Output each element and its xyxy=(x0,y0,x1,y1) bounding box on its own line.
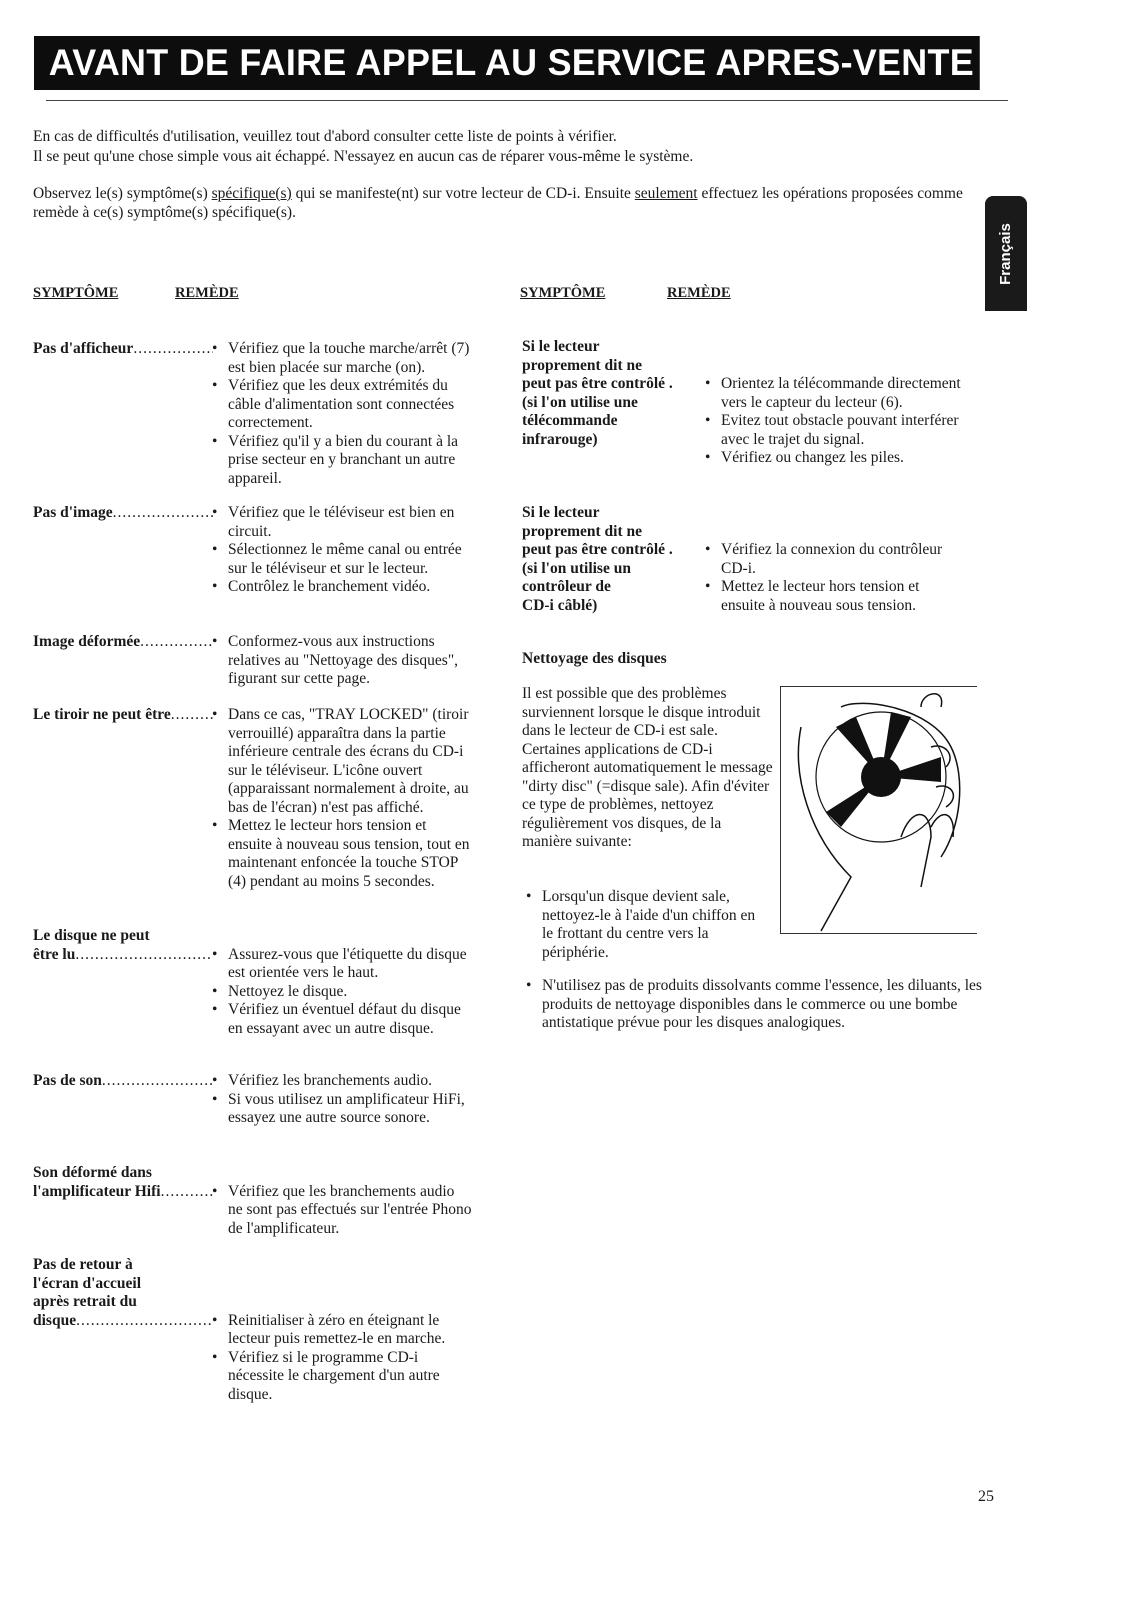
symptom-text: CD-i câblé) xyxy=(522,596,598,614)
symptom-text: l'amplificateur Hifi xyxy=(33,1182,161,1200)
symptom-text: télécommande xyxy=(522,412,618,429)
symptom-line xyxy=(33,946,213,965)
symptom-text: infrarouge) xyxy=(522,430,598,448)
remedy-item: • Vérifiez que la touche marche/arrêt (7) est bien placée sur marche (on). xyxy=(212,340,472,377)
symptom xyxy=(33,927,213,964)
symptom-text: Pas de retour à xyxy=(33,1256,133,1273)
remedy-item: • Mettez le lecteur hors tension et ensuite à nouveau sous tension. xyxy=(705,578,965,615)
language-tab xyxy=(985,196,1027,311)
page-title: AVANT DE FAIRE APPEL AU SERVICE APRES-VENTE xyxy=(34,36,980,90)
symptom-line xyxy=(522,412,707,431)
remedy-item: • Contrôlez le branchement vidéo. xyxy=(212,578,472,597)
symptom-text: proprement dit ne xyxy=(522,522,642,540)
symptom xyxy=(33,1164,213,1201)
remedy-list xyxy=(212,633,472,689)
remedy-list xyxy=(212,946,472,1039)
remedy-item: • Vérifiez que le téléviseur est bien en circuit. xyxy=(212,504,472,541)
cleaning-bullet-text: • N'utilisez pas de produits dissolvants comme l'essence, les diluants, les produits de nettoyage disponibles dans le commerce ou une bombe antistatique prévue pour les disques analogiques. xyxy=(526,977,996,1033)
symptom xyxy=(33,633,213,652)
dot-leader xyxy=(133,340,213,359)
symptom-text: peut pas être contrôlé . xyxy=(522,375,673,392)
symptom xyxy=(33,340,213,359)
symptom-text: (si l'on utilise un xyxy=(522,559,631,577)
text: seulement xyxy=(634,185,698,202)
remedy-item: • Reinitialiser à zéro en éteignant le lecteur puis remettez-le en marche. xyxy=(212,1312,472,1349)
divider xyxy=(46,100,1008,101)
dot-leader xyxy=(161,1183,213,1202)
page-number: 25 xyxy=(978,1488,994,1505)
text: qui se manifeste(nt) sur votre lecteur de CD-i. Ensuite xyxy=(291,185,635,202)
symptom-line xyxy=(33,1312,213,1331)
symptom-text: contrôleur de xyxy=(522,578,611,595)
symptom-text: (si l'on utilise une xyxy=(522,393,638,411)
dot-leader xyxy=(171,706,213,725)
symptom xyxy=(522,338,707,449)
remedy-item: • Vérifiez les branchements audio. xyxy=(212,1072,472,1091)
symptom-line xyxy=(33,1256,213,1275)
symptom-line xyxy=(33,1293,213,1312)
symptom-text: Image déformée xyxy=(33,633,141,650)
symptom-line xyxy=(33,1275,213,1294)
cleaning-paragraph: Il est possible que des problèmes surviennent lorsque le disque introduit dans le lecteur de CD-i est sale. Certaines applications de CD-i afficheront automatiquement le message "dirty disc" (=disque sale). Afin d'éviter ce type de problèmes, nettoyez régulièrement vos disques, de la manière suivante: xyxy=(522,685,773,850)
remedy-list xyxy=(212,1183,472,1239)
remedy-item: • Conformez-vous aux instructions relatives au "Nettoyage des disques", figurant sur cette page. xyxy=(212,633,472,689)
language-tab-label: Français xyxy=(996,222,1014,285)
symptom-text: Le disque ne peut xyxy=(33,927,150,944)
dot-leader xyxy=(140,633,213,652)
symptom-line xyxy=(522,431,707,450)
remedy-list xyxy=(705,541,965,615)
symptom-text: Si le lecteur xyxy=(522,504,600,521)
intro-line-1: En cas de difficultés d'utilisation, veuillez tout d'abord consulter cette liste de points à vérifier. xyxy=(33,128,617,145)
symptom-text: Le tiroir ne peut être xyxy=(33,706,171,723)
symptom-line xyxy=(522,504,707,523)
symptom-header-left: SYMPTÔME xyxy=(33,285,119,301)
remedy-item: • Evitez tout obstacle pouvant interférer avec le trajet du signal. xyxy=(705,412,965,449)
symptom-text: Si le lecteur xyxy=(522,338,600,355)
symptom-line xyxy=(522,578,707,597)
remedy-item: • Sélectionnez le même canal ou entrée sur le téléviseur et sur le lecteur. xyxy=(212,541,472,578)
cleaning-bullet xyxy=(526,888,766,962)
cleaning-heading: Nettoyage des disques xyxy=(522,650,667,667)
dot-leader xyxy=(75,946,213,965)
remedy-item: • Vérifiez si le programme CD-i nécessite le chargement d'un autre disque. xyxy=(212,1349,472,1405)
symptom-text: disque xyxy=(33,1311,77,1329)
remedy-item: • Vérifiez que les branchements audio ne sont pas effectués sur l'entrée Phono de l'amplificateur. xyxy=(212,1183,472,1239)
symptom-text: l'écran d'accueil xyxy=(33,1274,142,1292)
symptom xyxy=(33,1256,213,1330)
remedy-item: • Nettoyez le disque. xyxy=(212,983,472,1002)
symptom xyxy=(522,504,707,615)
symptom-text: après retrait du xyxy=(33,1293,137,1310)
symptom-text: Pas d'afficheur xyxy=(33,340,134,357)
dot-leader xyxy=(113,504,213,523)
symptom-text: Pas d'image xyxy=(33,504,113,521)
symptom-line xyxy=(33,504,213,523)
remedy-item: • Vérifiez la connexion du contrôleur CD-i. xyxy=(705,541,965,578)
symptom-line xyxy=(522,597,707,616)
remedy-item: • Dans ce cas, "TRAY LOCKED" (tiroir verrouillé) apparaîtra dans la partie inférieure centrale des écrans du CD-i sur le téléviseur. L'icône ouvert (apparaissant normalement à droite, au bas de l'écran) n'est pas affiché. xyxy=(212,706,472,817)
remedy-list xyxy=(705,375,965,468)
disc-cleaning-illustration xyxy=(780,686,977,934)
cleaning-bullet-text: • Lorsqu'un disque devient sale, nettoyez-le à l'aide d'un chiffon en le frottant du centre vers la périphérie. xyxy=(526,888,766,962)
symptom-line xyxy=(522,375,707,394)
symptom-line xyxy=(522,560,707,579)
remedy-header-left: REMÈDE xyxy=(175,285,239,301)
symptom-line xyxy=(33,706,213,725)
symptom-line xyxy=(33,633,213,652)
symptom-line xyxy=(522,357,707,376)
symptom-line xyxy=(522,523,707,542)
symptom-text: Son déformé dans xyxy=(33,1164,152,1181)
text: effectuez les opérations proposées comme remède à ce(s) symptôme(s) spécifique(s). xyxy=(33,185,963,221)
symptom-line xyxy=(522,541,707,560)
dot-leader xyxy=(76,1312,213,1331)
remedy-item: • Vérifiez un éventuel défaut du disque en essayant avec un autre disque. xyxy=(212,1001,472,1038)
symptom-line xyxy=(33,1072,213,1091)
remedy-item: • Mettez le lecteur hors tension et ensuite à nouveau sous tension, tout en maintenant enfoncée la touche STOP (4) pendant au moins 5 secondes. xyxy=(212,817,472,891)
intro-paragraph-2 xyxy=(33,185,973,222)
symptom-text: être lu xyxy=(33,945,76,963)
cleaning-bullet xyxy=(526,977,996,1033)
remedy-list xyxy=(212,1072,472,1128)
remedy-item: • Vérifiez ou changez les piles. xyxy=(705,449,965,468)
remedy-header-right: REMÈDE xyxy=(667,285,731,301)
symptom-header-right: SYMPTÔME xyxy=(520,285,606,301)
remedy-list xyxy=(212,340,472,488)
symptom-text: Pas de son xyxy=(33,1072,102,1089)
text: Observez le(s) symptôme(s) xyxy=(33,185,212,202)
remedy-item: • Vérifiez que les deux extrémités du câble d'alimentation sont connectées correctement. xyxy=(212,377,472,433)
symptom-text: proprement dit ne xyxy=(522,356,642,374)
hand-wiping-disc-icon xyxy=(781,687,977,933)
remedy-list xyxy=(212,1312,472,1405)
symptom-line xyxy=(522,394,707,413)
text: spécifique(s) xyxy=(211,185,292,202)
symptom-line xyxy=(522,338,707,357)
dot-leader xyxy=(102,1072,213,1091)
remedy-list xyxy=(212,504,472,597)
symptom xyxy=(33,1072,213,1091)
remedy-item: • Assurez-vous que l'étiquette du disque est orientée vers le haut. xyxy=(212,946,472,983)
intro-line-2: Il se peut qu'une chose simple vous ait échappé. N'essayez en aucun cas de réparer vous-même le système. xyxy=(33,148,694,165)
symptom-line xyxy=(33,927,213,946)
symptom xyxy=(33,706,213,725)
symptom xyxy=(33,504,213,523)
remedy-item: • Vérifiez qu'il y a bien du courant à la prise secteur en y branchant un autre appareil. xyxy=(212,433,472,489)
remedy-list xyxy=(212,706,472,891)
remedy-item: • Si vous utilisez un amplificateur HiFi, essayez une autre source sonore. xyxy=(212,1091,472,1128)
symptom-line xyxy=(33,1164,213,1183)
symptom-line xyxy=(33,1183,213,1202)
remedy-item: • Orientez la télécommande directement vers le capteur du lecteur (6). xyxy=(705,375,965,412)
symptom-text: peut pas être contrôlé . xyxy=(522,541,673,558)
symptom-line xyxy=(33,340,213,359)
